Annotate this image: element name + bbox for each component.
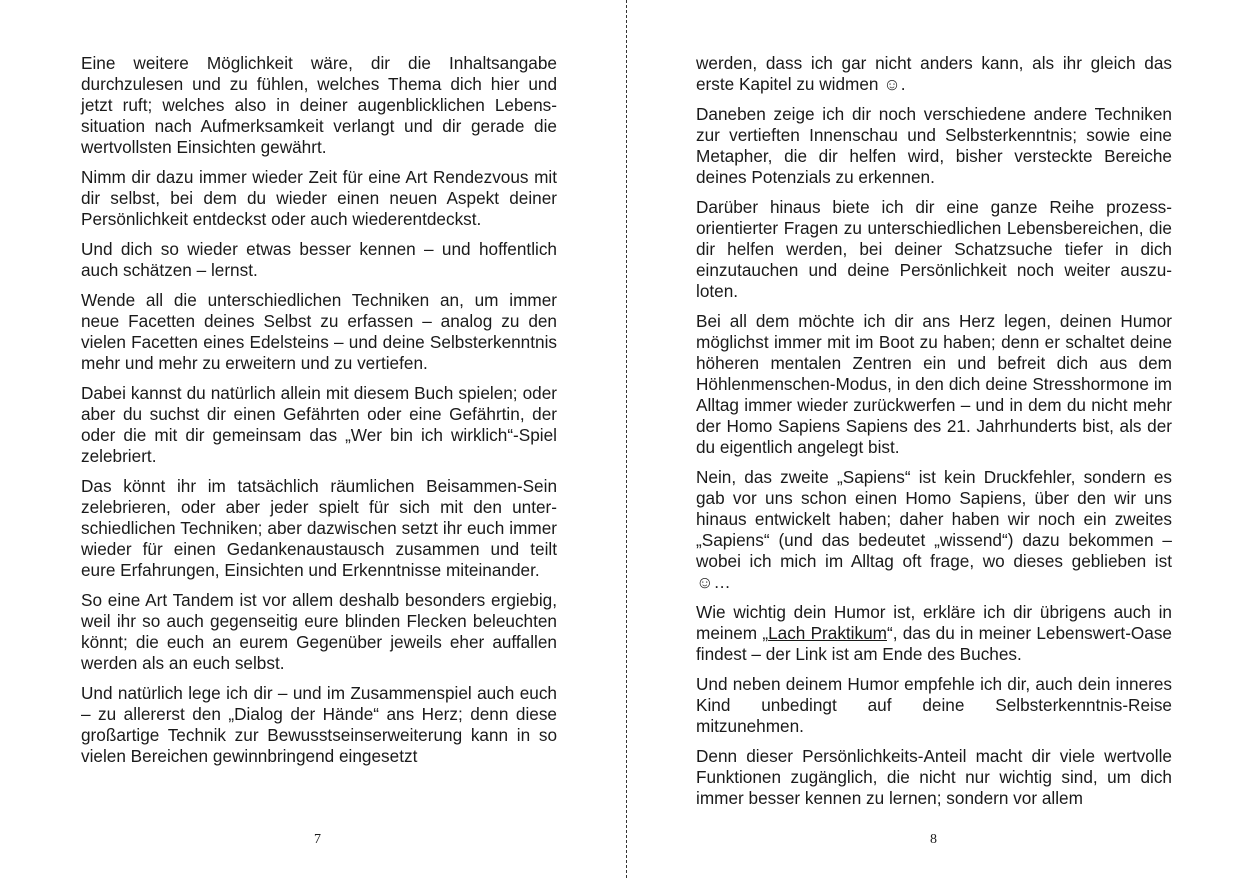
lach-praktikum-link[interactable]: Lach Praktikum: [768, 623, 887, 643]
paragraph: Darüber hinaus biete ich dir eine ganze Reihe prozessorientierter Fragen zu unterschiedlichen Lebensbereichen, die dir helfen werden, bei deiner Schatzsuche tiefer in dich einzutauchen und deine Persönlichkeit noch weiter auszuloten.: [696, 197, 1172, 301]
paragraph: Bei all dem möchte ich dir ans Herz legen, deinen Humor möglichst immer mit im Boot zu haben; denn er schaltet deine höheren mentalen Zentren ein und befreit dich aus dem Höhlenmenschen-Modus, in den dich deine Stresshormone im Alltag immer wieder zurückwerfen – und in dem du nicht mehr der Homo Sapiens Sapiens des 21. Jahrhunderts bist, als der du eigentlich angelegt bist.: [696, 311, 1172, 457]
paragraph: Nimm dir dazu immer wieder Zeit für eine Art Rendezvous mit dir selbst, bei dem du wieder einen neuen Aspekt deiner Persönlichkeit entdeckst oder auch wiederentdeckst.: [81, 167, 557, 229]
paragraph: werden, dass ich gar nicht anders kann, als ihr gleich das erste Kapitel zu widmen ☺.: [696, 53, 1172, 94]
right-page: [627, 0, 1251, 878]
left-page-body: [81, 53, 557, 776]
paragraph: Denn dieser Persönlichkeits-Anteil macht dir viele wertvolle Funktionen zugänglich, die nicht nur wichtig sind, um dich immer besser kennen zu lernen; sondern vor allem: [696, 746, 1172, 808]
paragraph: Eine weitere Möglichkeit wäre, dir die Inhaltsangabe durchzulesen und zu fühlen, welches Thema dich hier und jetzt ruft; welches also in deiner augenblicklichen Lebenssituation nach Aufmerksamkeit verlangt und dir gerade die wertvollsten Einsichten gewährt.: [81, 53, 557, 157]
paragraph: Und dich so wieder etwas besser kennen – und hoffentlich auch schätzen – lernst.: [81, 239, 557, 280]
humor-text-before: Wie wichtig dein Humor ist, erkläre ich dir übrigens auch in meinem „: [696, 602, 1172, 643]
paragraph: Nein, das zweite „Sapiens“ ist kein Druckfehler, sondern es gab vor uns schon einen Homo Sapiens, über den wir uns hinaus entwickelt haben; daher haben wir noch ein zweites „Sapiens“ (und das bedeutet „wissend“) dazu bekommen – wobei ich mich im Alltag oft frage, wo dieses geblieben ist ☺…: [696, 467, 1172, 592]
paragraph: So eine Art Tandem ist vor allem deshalb besonders ergiebig, weil ihr so auch gegenseitig eure blinden Flecken beleuchten könnt; die euch an eurem Gegenüber jeweils eher auffallen werden als an euch selbst.: [81, 590, 557, 673]
page-number-right: 8: [930, 832, 937, 847]
page-number-left: 7: [314, 832, 321, 847]
paragraph: Und natürlich lege ich dir – und im Zusammenspiel auch euch – zu allererst den „Dialog der Hände“ ans Herz; denn diese großartige Technik zur Bewusstseinserweiterung kann in so vielen Bereichen gewinnbringend eingesetzt: [81, 683, 557, 766]
paragraph: Und neben deinem Humor empfehle ich dir, auch dein inneres Kind unbedingt auf deine Selbsterkenntnis-Reise mitzunehmen.: [696, 674, 1172, 736]
paragraph: Daneben zeige ich dir noch verschiedene andere Techniken zur vertieften Innenschau und Selbsterkenntnis; sowie eine Metapher, die dir helfen wird, bisher versteckte Bereiche deines Potenzials zu erkennen.: [696, 104, 1172, 187]
paragraph: Dabei kannst du natürlich allein mit diesem Buch spielen; oder aber du suchst dir einen Gefährten oder eine Gefährtin, der oder die mit dir gemeinsam das „Wer bin ich wirklich“-Spiel zelebriert.: [81, 383, 557, 466]
humor-text-after: “, das du in meiner Lebenswert-Oase findest – der Link ist am Ende des Buches.: [696, 623, 1172, 664]
paragraph: Das könnt ihr im tatsächlich räumlichen Beisammen-Sein zelebrieren, oder aber jeder spielt für sich mit den unterschiedlichen Techniken; aber dazwischen setzt ihr euch immer wieder für einen Gedankenaustausch zusammen und teilt eure Erfahrungen, Einsichten und Erkenntnisse miteinander.: [81, 476, 557, 580]
right-page-body: [696, 53, 1172, 818]
paragraph-humor: [696, 602, 1172, 665]
paragraph: Wende all die unterschiedlichen Techniken an, um immer neue Facetten deines Selbst zu erfassen – analog zu den vielen Facetten eines Edelsteins – und deine Selbsterkenntnis mehr und mehr zu erweitern und zu vertiefen.: [81, 290, 557, 373]
